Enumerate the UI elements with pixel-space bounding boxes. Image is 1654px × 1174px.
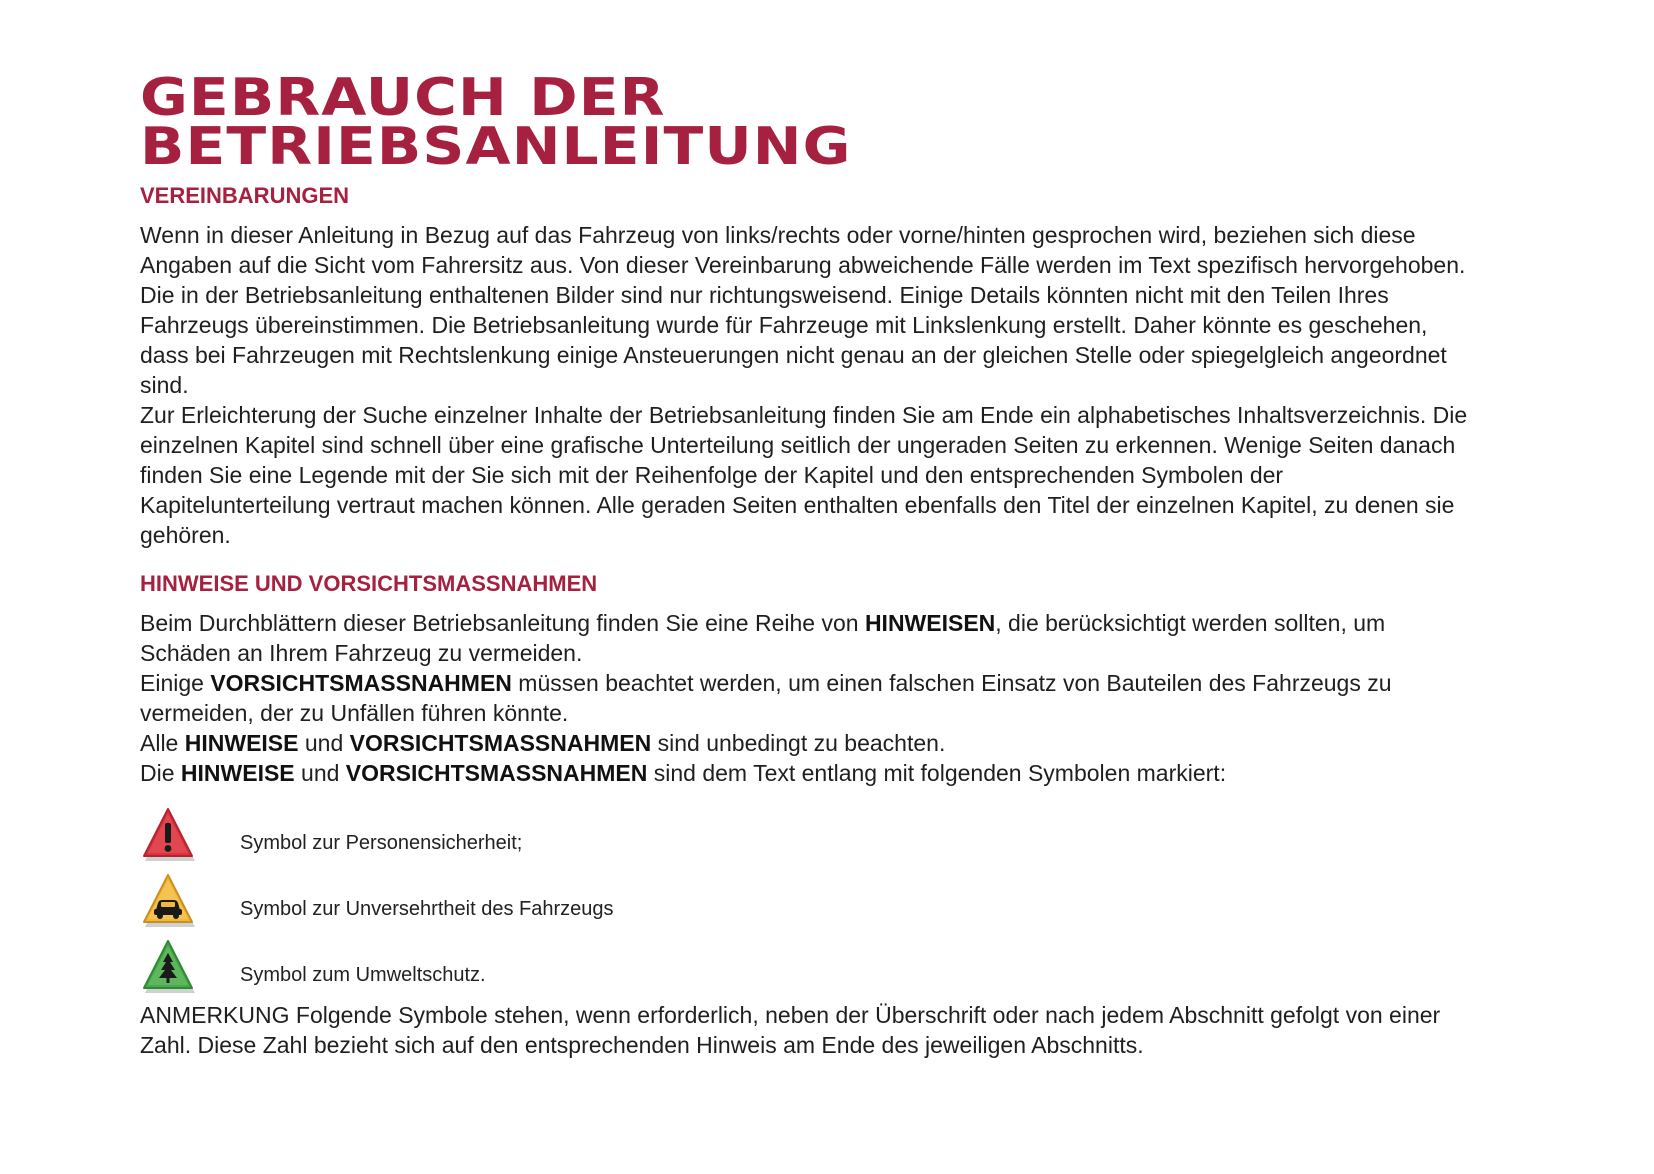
text-run: Beim Durchblättern dieser Betriebsanleitung finden Sie eine Reihe von bbox=[140, 610, 865, 636]
page-title-line-2: BETRIEBSANLEITUNG bbox=[140, 117, 852, 177]
symbol-row-vehicle bbox=[140, 864, 1470, 930]
paragraph-orientation: Wenn in dieser Anleitung in Bezug auf das Fahrzeug von links/rechts oder vorne/hinten gesprochen wird, beziehen sich diese Angaben auf die Sicht vom Fahrersitz aus. Von dieser Vereinbarung abweichende Fälle werden im Text spezifisch hervorgehoben. bbox=[140, 222, 1466, 278]
symbol-legend bbox=[140, 798, 1470, 996]
text-run: und bbox=[298, 730, 350, 756]
paragraph-images: Die in der Betriebsanleitung enthaltenen Bilder sind nur richtungsweisend. Einige Details könnten nicht mit den Teilen Ihres Fahrzeugs übereinstimmen. Die Betriebsanleitung wurde für Fahrzeuge mit Linkslenkung erstellt. Daher könnte es geschehen, dass bei Fahrzeugen mit Rechtslenkung einige Ansteuerungen nicht genau an der gleichen Stelle oder spiegelgleich angeordnet sind. bbox=[140, 282, 1447, 398]
emphasis-vorsichtsmassnahmen: VORSICHTSMASSNAHMEN bbox=[349, 730, 652, 756]
warning-environment-icon bbox=[140, 938, 196, 996]
text-run: Alle bbox=[140, 730, 185, 756]
page-title-line-1: GEBRAUCH DER bbox=[140, 68, 666, 128]
paragraph-vorsicht-intro bbox=[140, 668, 1470, 728]
section-vereinbarungen-body bbox=[140, 220, 1470, 550]
symbol-row-environment bbox=[140, 930, 1470, 996]
paragraph-beachten bbox=[140, 728, 1470, 758]
paragraph-symbole bbox=[140, 758, 1470, 788]
page-content bbox=[140, 68, 1470, 1060]
text-run: , die berücksichtigt werden sollten, um Schäden an Ihrem Fahrzeug zu vermeiden. bbox=[140, 610, 1386, 666]
paragraph-hinweise-intro bbox=[140, 608, 1470, 668]
text-run: sind dem Text entlang mit folgenden Symbolen markiert: bbox=[647, 760, 1227, 786]
page-title bbox=[140, 68, 1630, 177]
text-run: Die bbox=[140, 760, 181, 786]
section-heading-vereinbarungen: VEREINBARUNGEN bbox=[140, 183, 350, 208]
emphasis-hinweise: HINWEISE bbox=[180, 760, 295, 786]
symbol-label-person: Symbol zur Personensicherheit; bbox=[240, 832, 523, 854]
emphasis-hinweisen: HINWEISEN bbox=[864, 610, 996, 636]
symbol-row-person bbox=[140, 798, 1470, 864]
symbol-label-vehicle: Symbol zur Unversehrtheit des Fahrzeugs bbox=[240, 898, 614, 920]
emphasis-vorsichtsmassnahmen: VORSICHTSMASSNAHMEN bbox=[345, 760, 648, 786]
emphasis-vorsichtsmassnahmen: VORSICHTSMASSNAHMEN bbox=[210, 670, 512, 696]
paragraph-index: Zur Erleichterung der Suche einzelner Inhalte der Betriebsanleitung finden Sie am Ende ein alphabetisches Inhaltsverzeichnis. Die einzelnen Kapitel sind schnell über eine grafische Unterteilung seitlich der ungeraden Seiten zu erkennen. Wenige Seiten danach finden Sie eine Legende mit der Sie sich mit der Reihenfolge der Kapitel und den entsprechenden Symbolen der Kapitelunterteilung vertraut machen können. Alle geraden Seiten enthalten ebenfalls den Titel der einzelnen Kapitel, zu denen sie gehören. bbox=[140, 402, 1468, 548]
section-hinweise-body bbox=[140, 608, 1470, 788]
section-heading-hinweise: HINWEISE UND VORSICHTSMASSNAHMEN bbox=[140, 571, 598, 596]
text-run: müssen beachtet werden, um einen falschen Einsatz von Bauteilen des Fahrzeugs zu vermeiden, der zu Unfällen führen könnte. bbox=[140, 670, 1392, 726]
text-run: und bbox=[294, 760, 346, 786]
symbol-label-environment: Symbol zum Umweltschutz. bbox=[240, 964, 486, 986]
warning-vehicle-icon bbox=[140, 872, 196, 930]
warning-person-icon bbox=[140, 806, 196, 864]
text-run: Einige bbox=[140, 670, 211, 696]
text-run: sind unbedingt zu beachten. bbox=[651, 730, 946, 756]
emphasis-hinweise: HINWEISE bbox=[184, 730, 299, 756]
note-paragraph: ANMERKUNG Folgende Symbole stehen, wenn erforderlich, neben der Überschrift oder nach jedem Abschnitt gefolgt von einer Zahl. Diese Zahl bezieht sich auf den entsprechenden Hinweis am Ende des jeweiligen Abschnitts. bbox=[140, 1002, 1441, 1058]
